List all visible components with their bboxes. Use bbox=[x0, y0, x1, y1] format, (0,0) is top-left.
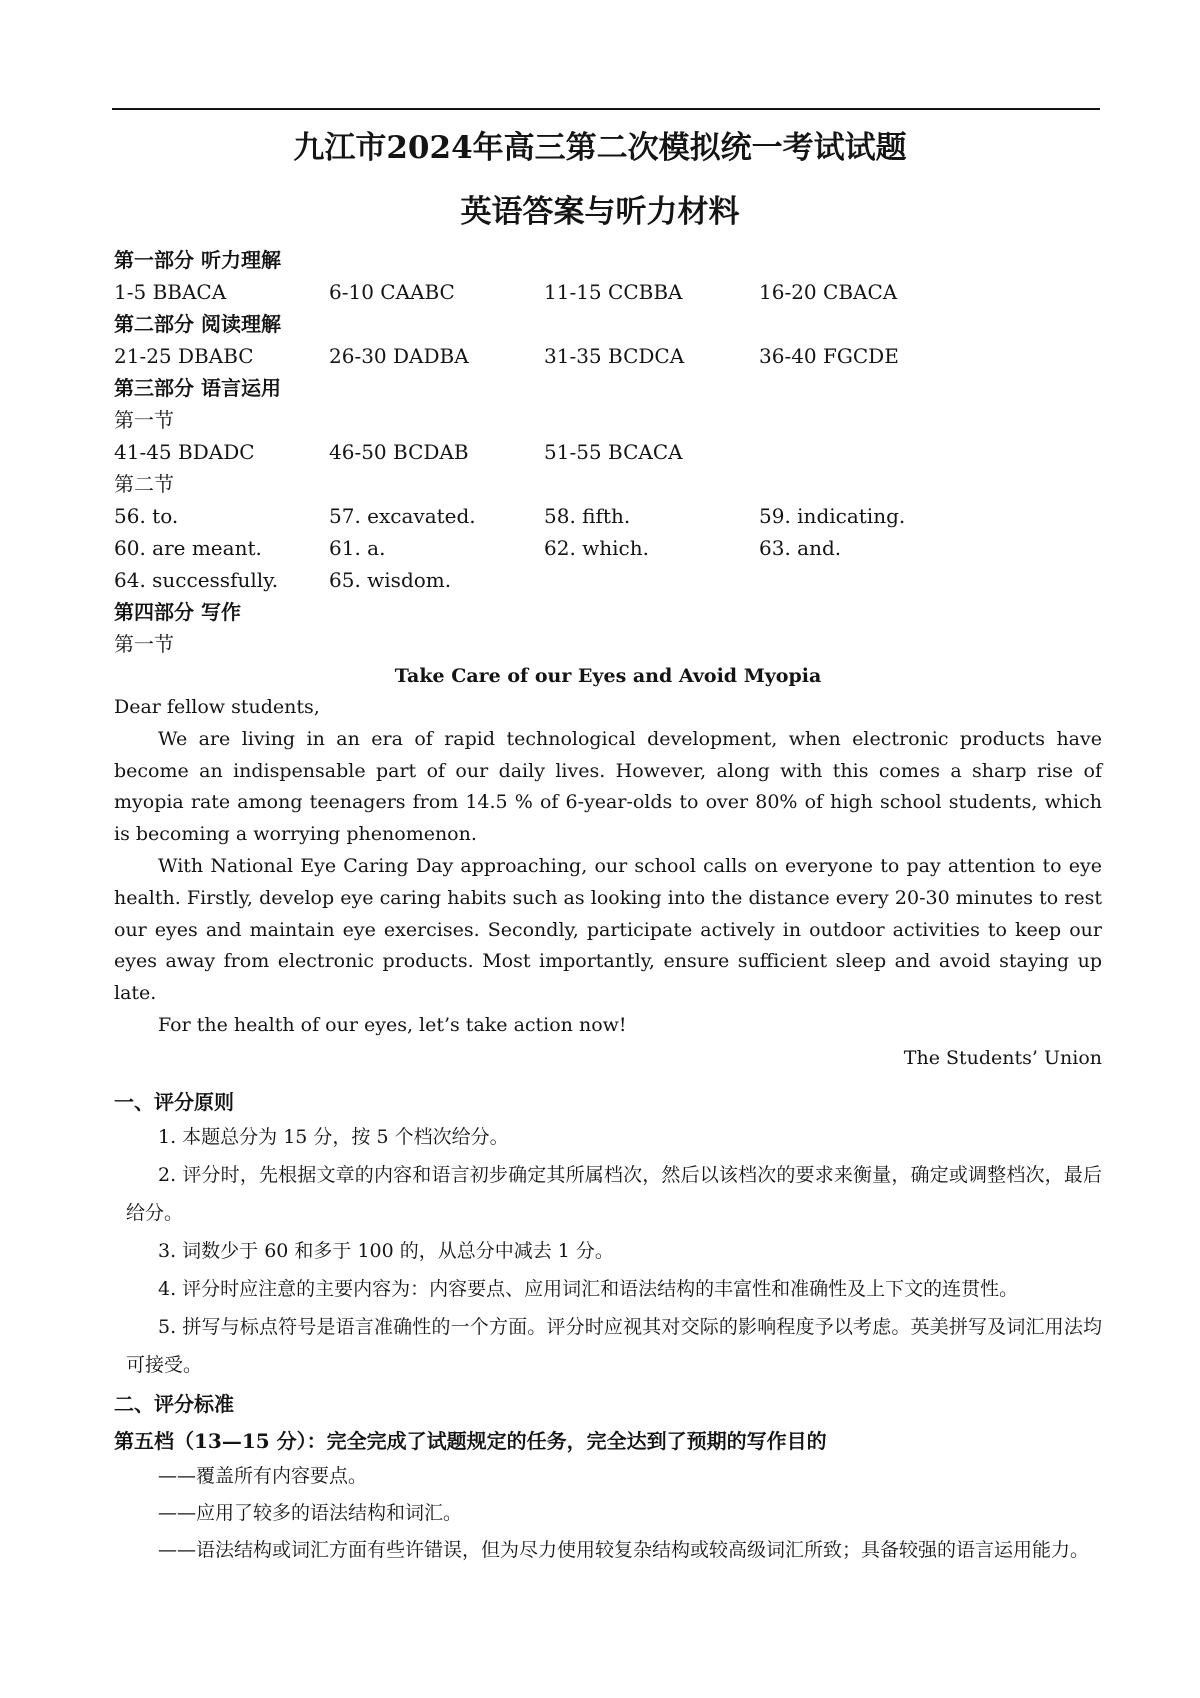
section-label: 第二节 bbox=[114, 472, 174, 496]
principle-item: 5. 拼写与标点符号是语言准确性的一个方面。评分时应视其对交际的影响程度予以考虑。英美拼写及词汇用法均可接受。 bbox=[126, 1315, 1102, 1376]
essay-title: Take Care of our Eyes and Avoid Myopia bbox=[394, 665, 822, 687]
answer-cell: 65. wisdom. bbox=[329, 568, 452, 592]
answer-cell: 36-40 FGCDE bbox=[759, 344, 899, 368]
answer-row bbox=[114, 500, 1102, 532]
level5-heading: 第五档（13—15 分）：完全完成了试题规定的任务，完全达到了预期的写作目的 bbox=[114, 1428, 827, 1453]
page-title: 九江市2024年高三第二次模拟统一考试试题 bbox=[293, 130, 907, 166]
answer-cell: 51-55 BCACA bbox=[544, 440, 683, 464]
essay-signature: The Students’ Union bbox=[903, 1046, 1102, 1069]
answer-cell: 61. a. bbox=[329, 536, 386, 560]
essay-paragraph: For the health of our eyes, let’s take action now! bbox=[158, 1013, 627, 1036]
part1-title: 第一部分 听力理解 bbox=[114, 248, 281, 272]
part3-title: 第三部分 语言运用 bbox=[114, 376, 281, 400]
answer-cell: 57. excavated. bbox=[329, 504, 476, 528]
answer-cell: 16-20 CBACA bbox=[759, 280, 898, 304]
principle-item: 4. 评分时应注意的主要内容为：内容要点、应用词汇和语法结构的丰富性和准确性及上下文的连贯性。 bbox=[158, 1277, 1019, 1300]
essay-paragraph: With National Eye Caring Day approaching, our school calls on everyone to pay attention to eye health. Firstly, develop eye caring habits such as looking into the distance every 20-30 minutes to rest our eyes and maintain eye exercises. Secondly, participate actively in outdoor activities to keep our eyes away from electronic products. Most importantly, ensure sufficient sleep and avoid staying up late. bbox=[114, 854, 1102, 1005]
level5-item: ——应用了较多的语法结构和词汇。 bbox=[158, 1501, 463, 1524]
answer-cell bbox=[544, 564, 759, 596]
answer-cell: 31-35 BCDCA bbox=[544, 344, 685, 368]
answer-cell: 64. successfully. bbox=[114, 568, 279, 592]
essay-greeting: Dear fellow students, bbox=[114, 696, 320, 718]
principle-item: 1. 本题总分为 15 分，按 5 个档次给分。 bbox=[158, 1125, 509, 1148]
scoring-standards-title: 二、评分标准 bbox=[114, 1391, 234, 1416]
top-rule bbox=[112, 108, 1100, 110]
part2-title: 第二部分 阅读理解 bbox=[114, 312, 281, 336]
principle-item: 3. 词数少于 60 和多于 100 的，从总分中减去 1 分。 bbox=[158, 1239, 614, 1262]
answer-row bbox=[114, 564, 1102, 596]
page-subtitle: 英语答案与听力材料 bbox=[460, 194, 740, 230]
principle-item: 2. 评分时，先根据文章的内容和语言初步确定其所属档次，然后以该档次的要求来衡量，确定或调整档次，最后给分。 bbox=[126, 1163, 1102, 1224]
scoring-principles-title: 一、评分原则 bbox=[114, 1089, 234, 1114]
level5-item: ——语法结构或词汇方面有些许错误，但为尽力使用较复杂结构或较高级词汇所致；具备较强的语言运用能力。 bbox=[158, 1538, 1090, 1561]
answer-cell: 62. which. bbox=[544, 536, 649, 560]
part4-title: 第四部分 写作 bbox=[114, 600, 241, 624]
answer-cell bbox=[759, 564, 974, 596]
answer-cell: 56. to. bbox=[114, 504, 179, 528]
answer-cell: 63. and. bbox=[759, 536, 842, 560]
answer-cell: 26-30 DADBA bbox=[329, 344, 469, 368]
section-label: 第一节 bbox=[114, 632, 174, 656]
answer-cell: 11-15 CCBBA bbox=[544, 280, 683, 304]
answer-row bbox=[114, 532, 1102, 564]
answer-cell: 59. indicating. bbox=[759, 504, 906, 528]
answer-cell bbox=[759, 436, 974, 468]
answer-cell: 1-5 BBACA bbox=[114, 280, 227, 304]
answer-row bbox=[114, 276, 1102, 308]
answer-cell: 41-45 BDADC bbox=[114, 440, 255, 464]
answer-row bbox=[114, 436, 1102, 468]
answer-cell: 60. are meant. bbox=[114, 536, 262, 560]
answer-row bbox=[114, 340, 1102, 372]
answer-cell: 6-10 CAABC bbox=[329, 280, 455, 304]
answer-cell: 58. fifth. bbox=[544, 504, 631, 528]
answer-cell: 46-50 BCDAB bbox=[329, 440, 469, 464]
section-label: 第一节 bbox=[114, 408, 174, 432]
answer-cell: 21-25 DBABC bbox=[114, 344, 254, 368]
content bbox=[114, 244, 1102, 1569]
level5-item: ——覆盖所有内容要点。 bbox=[158, 1464, 368, 1487]
essay-paragraph: We are living in an era of rapid technological development, when electronic products have become an indispensable part of our daily lives. However, along with this comes a sharp rise of myopia rate among teenagers from 14.5 % of 6-year-olds to over 80% of high school students, which is becoming a worrying phenomenon. bbox=[114, 727, 1102, 846]
